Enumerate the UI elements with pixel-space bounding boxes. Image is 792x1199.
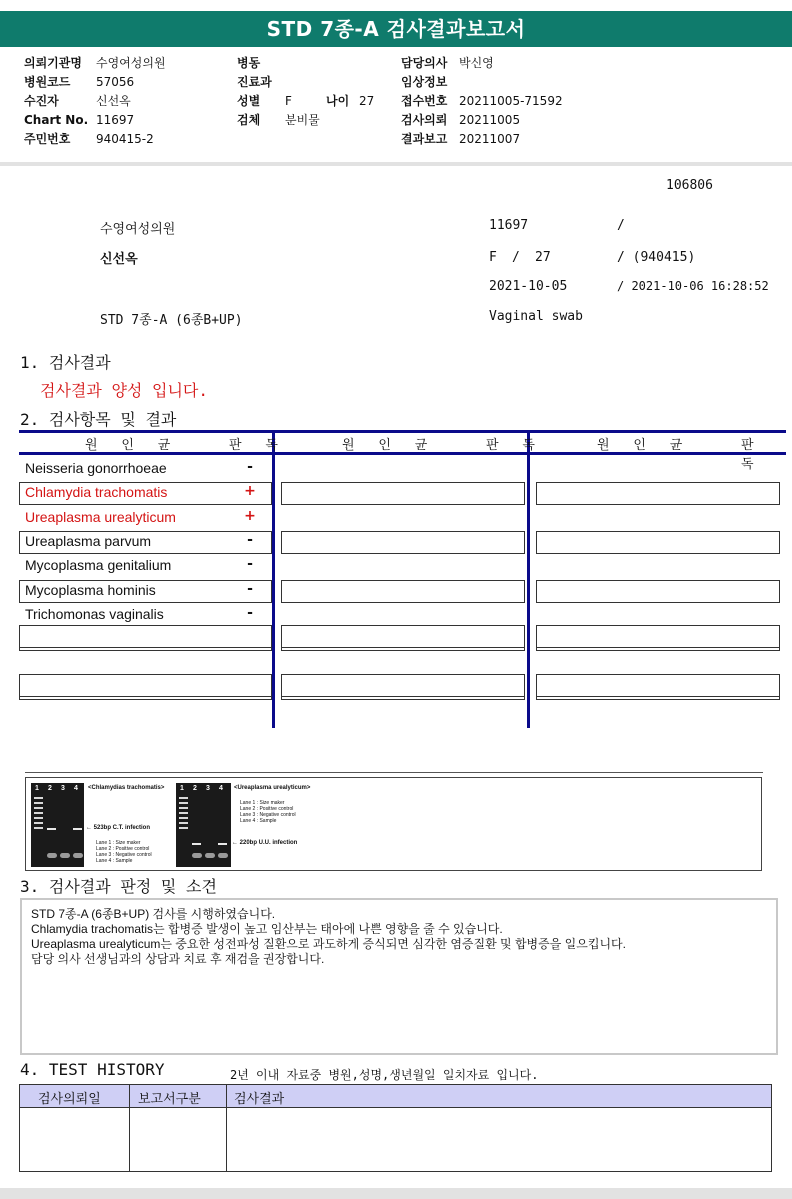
gel-band <box>47 828 56 830</box>
header-value: F <box>285 94 292 108</box>
header-label: 담당의사 <box>401 56 448 70</box>
empty-result-box-col3 <box>536 482 780 505</box>
header-value: 57056 <box>96 75 135 89</box>
gel-top-rule <box>25 772 763 773</box>
gel-right-band: ← 220bp U.U. infection <box>232 840 298 846</box>
header-label: Chart No. <box>24 113 89 127</box>
gel-lane-legend-item: Lane 4 : Sample <box>240 818 277 824</box>
gel-band <box>73 828 82 830</box>
info-date-received: 2021-10-05 <box>489 279 568 294</box>
gel-right-band-text: 220bp U.U. infection <box>239 840 298 846</box>
opinion-line: STD 7종-A (6종B+UP) 검사를 시행하였습니다. <box>31 907 276 921</box>
col-header-organism-3: 원 인 균 <box>597 438 691 453</box>
info-name: 신선옥 <box>100 252 138 267</box>
col-header-organism-2: 원 인 균 <box>342 438 436 453</box>
age-label: 나이 <box>326 94 350 108</box>
info-age: 27 <box>535 250 551 265</box>
header-value: 940415-2 <box>96 132 154 146</box>
header-label: 임상정보 <box>401 75 448 89</box>
header-age <box>326 92 374 111</box>
header-value: 11697 <box>96 113 135 127</box>
info-chart: 11697 <box>489 218 529 233</box>
organism-name: Mycoplasma hominis <box>25 582 156 598</box>
gel-image-panel <box>25 777 762 871</box>
header-row <box>401 73 661 92</box>
header-col1 <box>24 54 224 149</box>
organism-result: - <box>247 605 253 621</box>
gel-left-title: <Chlamydias trachomatis> <box>88 785 165 791</box>
opinion-line: 담당 의사 선생님과의 상담과 치료 후 재검을 권장합니다. <box>31 952 325 966</box>
organism-name: Chlamydia trachomatis <box>25 484 168 500</box>
section1-result: 검사결과 양성 입니다. <box>40 381 209 400</box>
history-col-result: 검사결과 <box>234 1092 285 1107</box>
gel-left-legend <box>96 840 152 864</box>
gel-ladder-band <box>34 807 43 809</box>
organism-name: Ureaplasma parvum <box>25 533 152 549</box>
header-value: 20211005-71592 <box>459 94 563 108</box>
age-value: 27 <box>359 94 375 108</box>
col-header-result-2: 판 독 <box>486 438 543 453</box>
header-label: 검사의뢰 <box>401 113 448 127</box>
organism-result: + <box>244 483 256 499</box>
header-value: 20211005 <box>459 113 521 127</box>
header-value: 수영여성의원 <box>96 56 166 70</box>
header-label: 수진자 <box>24 94 59 108</box>
gel-lane-legend-item: Lane 4 : Sample <box>96 858 133 864</box>
gel-lane-number: 1 <box>180 785 184 792</box>
organism-name: Mycoplasma genitalium <box>25 557 172 573</box>
info-birth: / (940415) <box>617 250 696 265</box>
header-label: 의뢰기관명 <box>24 56 82 70</box>
history-header-row <box>20 1085 771 1108</box>
info-date-reported: / 2021-10-06 16:28:52 <box>617 279 769 293</box>
results-table-divider-2 <box>527 430 530 728</box>
gel-lane-legend-item: Lane 3 : Negative control <box>240 812 296 818</box>
empty-result-box-col2 <box>281 482 525 505</box>
gel-ladder-band <box>34 817 43 819</box>
header-label: 검체 <box>237 113 261 127</box>
gel-ladder-band <box>179 817 188 819</box>
gel-left-image <box>31 783 84 867</box>
organism-name: Ureaplasma urealyticum <box>25 509 176 525</box>
gel-primer-band <box>73 853 83 858</box>
results-table-top-line <box>19 430 786 433</box>
gel-primer-band <box>47 853 57 858</box>
gel-lane-number: 1 <box>35 785 39 792</box>
gel-ladder-band <box>179 807 188 809</box>
info-specimen: Vaginal swab <box>489 309 583 324</box>
header-row <box>401 54 661 73</box>
section3-title: 3. 검사결과 판정 및 소견 <box>20 877 217 896</box>
empty-row-box-col2 <box>281 674 525 697</box>
header-label: 성별 <box>237 94 261 108</box>
gel-band <box>192 843 201 845</box>
gel-lane-legend-item: Lane 2 : Positive control <box>240 806 294 812</box>
header-value: 분비물 <box>285 113 320 127</box>
header-label: 병원코드 <box>24 75 71 89</box>
history-col-date: 검사의뢰일 <box>38 1092 101 1107</box>
gel-ladder-band <box>179 802 188 804</box>
col-header-result-3: 판 독 <box>741 438 762 472</box>
opinion-box <box>20 898 778 1055</box>
empty-row-box-col2 <box>281 625 525 648</box>
info-age-sep: / <box>512 250 520 265</box>
section2-title: 2. 검사항목 및 결과 <box>20 410 177 429</box>
header-value: 20211007 <box>459 132 521 146</box>
gel-ladder-band <box>34 822 43 824</box>
info-test: STD 7종-A (6종B+UP) <box>100 313 243 328</box>
opinion-line: Chlamydia trachomatis는 합병증 발생이 높고 임산부는 태아에 나쁜 영향을 줄 수 있습니다. <box>31 922 503 936</box>
history-col-divider-2 <box>226 1085 227 1171</box>
gel-ladder-band <box>34 827 43 829</box>
report-number: 106806 <box>666 178 713 193</box>
header-row <box>24 54 224 73</box>
results-table-divider-1 <box>272 430 275 728</box>
gel-lane-legend-item: Lane 1 : Size maker <box>96 840 141 846</box>
gel-lane-number: 2 <box>48 785 52 792</box>
header-label: 병동 <box>237 56 261 70</box>
header-label: 진료과 <box>237 75 272 89</box>
gel-ladder-band <box>34 797 43 799</box>
report-title: STD 7종-A 검사결과보고서 <box>0 11 792 47</box>
empty-result-box-col2 <box>281 531 525 554</box>
info-slash: / <box>617 218 625 233</box>
gel-lane-number: 3 <box>206 785 210 792</box>
gel-ladder-band <box>34 802 43 804</box>
empty-result-box-col2 <box>281 580 525 603</box>
gel-primer-band <box>192 853 202 858</box>
gel-left-band-text: 523bp C.T. infection <box>93 825 151 831</box>
header-col3 <box>401 54 661 149</box>
gel-right-title: <Ureaplasma urealyticum> <box>234 785 311 791</box>
gel-lane-legend-item: Lane 1 : Size maker <box>240 800 285 806</box>
gel-ladder-band <box>179 812 188 814</box>
gel-lane-legend-item: Lane 2 : Positive control <box>96 846 150 852</box>
header-value: 박신영 <box>459 56 494 70</box>
header-label: 접수번호 <box>401 94 448 108</box>
header-row <box>24 92 224 111</box>
gel-ladder-band <box>34 812 43 814</box>
organism-name: Trichomonas vaginalis <box>25 606 164 622</box>
empty-result-box-col3 <box>536 580 780 603</box>
section1-title: 1. 검사결과 <box>20 353 111 372</box>
opinion-line: Ureaplasma urealyticum는 중요한 성전파성 질환으로 과도하게 증식되면 심각한 염증질환 및 합병증을 일으킵니다. <box>31 937 626 951</box>
gel-lane-number: 3 <box>61 785 65 792</box>
gel-left-band: ← 523bp C.T. infection <box>86 825 151 831</box>
gel-lane-number: 4 <box>74 785 78 792</box>
gel-right-legend <box>240 800 296 824</box>
history-table <box>19 1084 772 1172</box>
footer-bar <box>0 1188 792 1199</box>
gel-ladder-band <box>179 827 188 829</box>
organism-result: - <box>247 556 253 572</box>
header-label: 결과보고 <box>401 132 448 146</box>
organism-result: + <box>244 508 256 524</box>
header-row <box>24 111 224 130</box>
empty-row-box-col3 <box>536 674 780 697</box>
empty-row-box-col1 <box>19 674 272 697</box>
organism-name: Neisseria gonorrhoeae <box>25 460 167 476</box>
header-row <box>24 73 224 92</box>
info-clinic: 수영여성의원 <box>100 222 176 237</box>
gel-primer-band <box>205 853 215 858</box>
history-col-type: 보고서구분 <box>138 1092 201 1107</box>
empty-row-box-col3 <box>536 625 780 648</box>
gel-lane-number: 2 <box>193 785 197 792</box>
gel-lane-number: 4 <box>219 785 223 792</box>
header-row <box>401 92 661 111</box>
gel-band <box>218 843 227 845</box>
header-row <box>237 111 387 130</box>
empty-row-box-col1 <box>19 625 272 648</box>
header-row <box>24 130 224 149</box>
header-divider <box>0 162 792 166</box>
header-label: 주민번호 <box>24 132 71 146</box>
empty-result-box-col3 <box>536 531 780 554</box>
organism-result: - <box>247 459 253 475</box>
gel-lane-legend-item: Lane 3 : Negative control <box>96 852 152 858</box>
header-row <box>401 111 661 130</box>
gel-ladder-band <box>179 822 188 824</box>
header-row <box>237 54 387 73</box>
organism-result: - <box>247 581 253 597</box>
organism-result: - <box>247 532 253 548</box>
col-header-organism-1: 원 인 균 <box>85 438 179 453</box>
col-header-result-1: 판 독 <box>229 438 286 453</box>
gel-ladder-band <box>179 797 188 799</box>
gel-primer-band <box>60 853 70 858</box>
history-col-divider-1 <box>129 1085 130 1171</box>
section4-title: 4. TEST HISTORY <box>20 1060 165 1079</box>
info-sex: F <box>489 250 497 265</box>
section4-note: 2년 이내 자료중 병원,성명,생년월일 일치자료 입니다. <box>230 1068 539 1082</box>
gel-right-image <box>176 783 231 867</box>
gel-primer-band <box>218 853 228 858</box>
header-row <box>401 130 661 149</box>
header-row <box>237 73 387 92</box>
header-value: 신선옥 <box>96 94 131 108</box>
